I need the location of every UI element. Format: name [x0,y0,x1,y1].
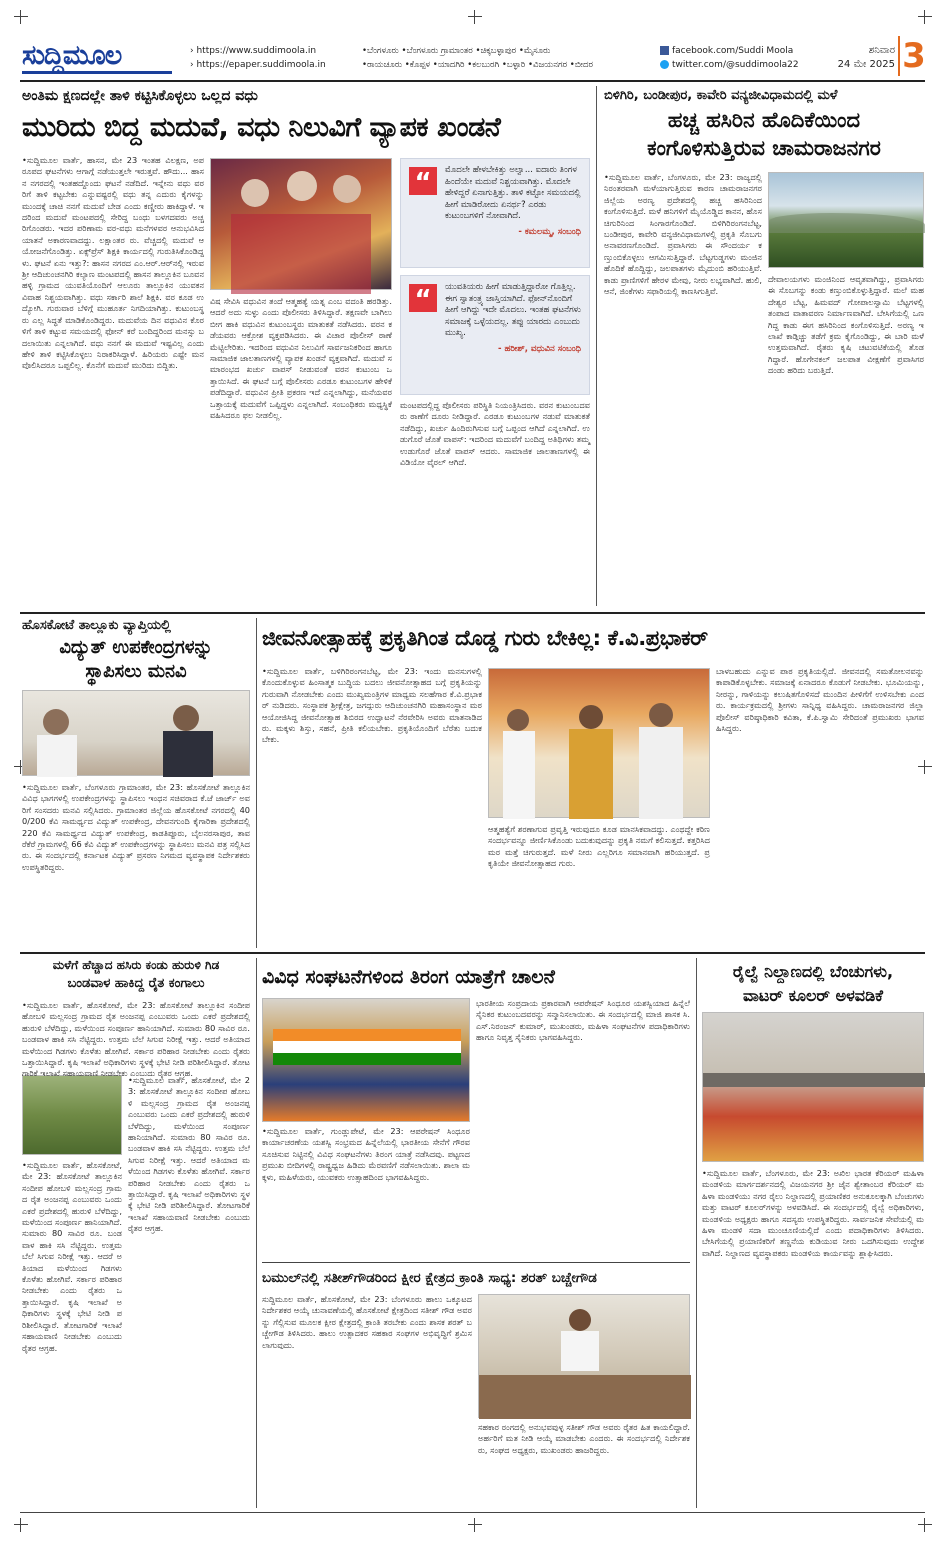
bride-column: ಮಂಟಪದಲ್ಲಿದ್ದ ಪೊಲೀಸರು ಪರಿಸ್ಥಿತಿ ನಿಯಂತ್ರಿಸಿದರು. ವರನ ಕುಟುಂಬದವರು ಠಾಣೆಗೆ ದೂರು ನೀಡಿದ್ದಾರೆ. ಎರಡೂ ಕುಟುಂಬಗಳ ನಡುವೆ ಮಾತುಕತೆ ನಡೆದಿದ್ದು, ಖರ್ಚು ಹಿಂದಿರುಗಿಸುವ ಬಗ್ಗೆ ಒಪ್ಪಂದ ಆಗಿದೆ ಎನ್ನಲಾಗಿದೆ. ಉಡುಗೊರೆ ಜೊತೆ ವಾಪಸ್: ಇದರಿಂದ ಮದುವೆಗೆ ಬಂದಿದ್ದ ಅತಿಥಿಗಳು ತಮ್ಮ ಉಡುಗೊರೆ ಜೊತೆ ವಾಪಸ್ ಆದರು. ಸಾಮಾಜಿಕ ಜಾಲತಾಣಗಳಲ್ಲಿ ಈ ವಿಡಿಯೋ ವೈರಲ್ ಆಗಿದೆ. [400,400,590,468]
milk-headline: ಬಮುಲ್‌ನಲ್ಲಿ ಸತೀಶ್‌ಗೌಡರಿಂದ ಕ್ಷೀರ ಕ್ಷೇತ್ರದ ಕ್ರಾಂತಿ ಸಾಧ್ಯ: ಶರತ್ ಬಚ್ಚೇಗೌಡ [262,1270,597,1286]
cities-row: •ರಾಯಚೂರು •ಕೊಪ್ಪಳ •ಯಾದಗಿರಿ •ಕಲಬುರಗಿ •ಬಳ್ಳಾರಿ •ವಿಜಯನಗರ •ಬೀದರ [362,60,593,70]
farmer-kicker: ಬಂಡವಾಳ ಹಾಕಿದ್ದ ರೈತ ಕಂಗಾಲು [67,976,205,991]
crop-mark [918,10,932,24]
person-shape [561,1331,599,1371]
crop-mark [918,1518,932,1532]
social-links [660,44,820,72]
facebook-icon [660,46,669,55]
person-shape [569,729,613,819]
column-divider [596,86,597,606]
page-number: 3 [898,36,928,76]
crop-mark [14,10,28,24]
person-shape [241,179,269,207]
quote-icon: “ [409,284,437,312]
flag-stripe [273,1041,461,1053]
bottom-rule [20,1512,925,1513]
issue-day: ಶನಿವಾರ [868,45,895,56]
person-shape [287,171,317,201]
quote-box [400,158,590,268]
quote-attribution: - ಕಮಲಮ್ಮ, ಸಂಬಂಧಿ [518,226,581,237]
hill-shape [769,213,925,233]
person-shape [639,727,683,819]
farmer-body-cont: •ಸುದ್ದಿಮೂಲ ವಾರ್ತೆ, ಹೊಸಕೋಟೆ, ಮೇ 23: ಹೊಸಕೋಟೆ ತಾಲ್ಲೂಕಿನ ಸಂದೀಪ ಹೋಬಳಿ ಮಲ್ಲಸಂದ್ರ ಗ್ರಾಮದ ರೈತ ಅಂಜನಪ್ಪ ಎಂಬುವರು ಒಂದು ಎಕರೆ ಪ್ರದೇಶದಲ್ಲಿ ಹುರುಳಿ ಬೆಳೆದಿದ್ದು, ಮಳೆಯಿಂದ ಸಂಪೂರ್ಣ ಹಾನಿಯಾಗಿದೆ. ಸುಮಾರು 80 ಸಾವಿರ ರೂ. ಬಂಡವಾಳ ಹಾಕಿ ಸಸಿ ನೆಟ್ಟಿದ್ದರು. ಉತ್ತಮ ಬೆಲೆ ಸಿಗುವ ನಿರೀಕ್ಷೆ ಇತ್ತು. ಆದರೆ ಅತಿಯಾದ ಮಳೆಯಿಂದ ಗಿಡಗಳು ಕೊಳೆತು ಹೋಗಿವೆ. ಸರ್ಕಾರ ಪರಿಹಾರ ನೀಡಬೇಕು ಎಂದು ರೈತರು ಒತ್ತಾಯಿಸಿದ್ದಾರೆ. ಕೃಷಿ ಇಲಾಖೆ ಅಧಿಕಾರಿಗಳು ಸ್ಥಳಕ್ಕೆ ಭೇಟಿ ನೀಡಿ ಪರಿಶೀಲಿಸಿದ್ದಾರೆ. ತೋಟಗಾರಿಕೆ ಇಲಾಖೆ ಸಹಾಯವಾಣಿ ನೀಡಬೇಕು ಎಂಬುದು ರೈತರ ಆಗ್ರಹ. [22,1160,122,1353]
twitter-icon [660,60,669,69]
table-shape [479,1375,691,1419]
quote-icon: “ [409,167,437,195]
flag-stripe [273,1053,461,1065]
railway-body: •ಸುದ್ದಿಮೂಲ ವಾರ್ತೆ, ಬೆಂಗಳೂರು, ಮೇ 23: ಅಖಿಲ ಭಾರತ ಕೆರಿಯರ್ ಮಹಿಳಾ ಮಂಡಳಿಯ ಮಾರ್ಗದರ್ಶನದಲ್ಲಿ ವಿಜಯನಗರ ಶ್ರೀ ಜೈನ ಶ್ವೇತಾಂಬರ ಕೆರಿಯರ್ ಮಹಿಳಾ ಮಂಡಳಿಯು ನಗರ ರೈಲು ನಿಲ್ದಾಣದಲ್ಲಿ ಪ್ರಯಾಣಿಕರ ಅನುಕೂಲಕ್ಕಾಗಿ ಬೆಂಚುಗಳು ಮತ್ತು ವಾಟರ್ ಕೂಲರ್‌ಗಳನ್ನು ಅಳವಡಿಸಿದೆ. ಈ ಸಂದರ್ಭದಲ್ಲಿ ರೈಲ್ವೆ ಅಧಿಕಾರಿಗಳು, ಮಂಡಳಿಯ ಅಧ್ಯಕ್ಷರು ಹಾಗೂ ಸದಸ್ಯರು ಉಪಸ್ಥಿತರಿದ್ದರು. ಸಾರ್ವಜನಿಕ ಸೇವೆಯಲ್ಲಿ ಮಹಿಳಾ ಮಂಡಳಿ ಸದಾ ಮುಂಚೂಣಿಯಲ್ಲಿದೆ ಎಂದು ಪದಾಧಿಕಾರಿಗಳು ತಿಳಿಸಿದರು. ಬೇಸಿಗೆಯಲ್ಲಿ ಪ್ರಯಾಣಿಕರಿಗೆ ತಣ್ಣನೆಯ ಕುಡಿಯುವ ನೀರು ಒದಗಿಸುವುದು ಉದ್ದೇಶವಾಗಿದೆ. ನಿಲ್ದಾಣದ ವ್ಯವಸ್ಥಾಪಕರು ಮಂಡಳಿಯ ಕಾರ್ಯವನ್ನು ಶ್ಲಾಘಿಸಿದರು. [702,1168,924,1258]
column-divider [256,958,257,1508]
bench-shape [703,1073,925,1087]
issue-date [825,44,895,72]
masthead-links [190,44,350,72]
farmer-body: •ಸುದ್ದಿಮೂಲ ವಾರ್ತೆ, ಹೊಸಕೋಟೆ, ಮೇ 23: ಹೊಸಕೋಟೆ ತಾಲ್ಲೂಕಿನ ಸಂದೀಪ ಹೋಬಳಿ ಮಲ್ಲಸಂದ್ರ ಗ್ರಾಮದ ರೈತ ಅಂಜನಪ್ಪ ಎಂಬುವರು ಒಂದು ಎಕರೆ ಪ್ರದೇಶದಲ್ಲಿ ಹುರುಳಿ ಬೆಳೆದಿದ್ದು, ಮಳೆಯಿಂದ ಸಂಪೂರ್ಣ ಹಾನಿಯಾಗಿದೆ. ಸುಮಾರು 80 ಸಾವಿರ ರೂ. ಬಂಡವಾಳ ಹಾಕಿ ಸಸಿ ನೆಟ್ಟಿದ್ದರು. ಉತ್ತಮ ಬೆಲೆ ಸಿಗುವ ನಿರೀಕ್ಷೆ ಇತ್ತು. ಆದರೆ ಅತಿಯಾದ ಮಳೆಯಿಂದ ಗಿಡಗಳು ಕೊಳೆತು ಹೋಗಿವೆ. ಸರ್ಕಾರ ಪರಿಹಾರ ನೀಡಬೇಕು ಎಂದು ರೈತರು ಒತ್ತಾಯಿಸಿದ್ದಾರೆ. ಕೃಷಿ ಇಲಾಖೆ ಅಧಿಕಾರಿಗಳು ಸ್ಥಳಕ್ಕೆ ಭೇಟಿ ನೀಡಿ ಪರಿಶೀಲಿಸಿದ್ದಾರೆ. ತೋಟಗಾರಿಕೆ ಇಲಾಖೆ ಸಹಾಯವಾಣಿ ನೀಡಬೇಕು ಎಂಬುದು ರೈತರ ಆಗ್ರಹ. [22,1000,250,1079]
quote-text: ಮೊದಲೇ ಹೇಳಬೇಕಿತ್ತು ಅಲ್ವಾ... ಐದಾರು ತಿಂಗಳ ಹಿಂದೆಯೇ ಮದುವೆ ನಿಶ್ಚಯವಾಗಿತ್ತು. ಮೊದಲೇ ಹೇಳಿದ್ದರೆ ಏನಾಗುತ್ತಿತ್ತು. ತಾಳಿ ಕಟ್ಟೋ ಸಮಯದಲ್ಲಿ ಹೀಗೆ ಮಾಡಿರೋದು ಏನರ್ಥ? ಎರಡು ಕುಟುಂಬಗಳಿಗೆ ನೋವಾಗಿದೆ. [445,165,581,221]
meeting-photo [22,690,250,776]
masthead-rule [20,80,925,82]
crop-mark [468,1518,482,1532]
section-rule [20,952,925,954]
person-shape [503,731,535,819]
quote-text: ಯುವತಿಯರು ಹೀಗೆ ಮಾಡುತ್ತಿದ್ದಾರೋ ಗೊತ್ತಿಲ್ಲ. ಈಗ ಸ್ವಾತಂತ್ರ್ಯ ಜಾಸ್ತಿಯಾಗಿದೆ. ಫೋನ್‌ನೊಂದಿಗೆ ಹೀಗೆ ಆಗಿದ್ದು ಇದೇ ಮೊದಲು. ಇಂತಹ ಘಟನೆಗಳು ಸಮಾಜಕ್ಕೆ ಒಳ್ಳೆಯದಲ್ಲ. ತಪ್ಪು ಯಾರದು ಎಂಬುದು ಮುಖ್ಯ. [445,282,581,338]
issue-date-text: 24 ಮೇ 2025 [837,59,895,70]
green-column: •ಸುದ್ದಿಮೂಲ ವಾರ್ತೆ, ಬೆಂಗಳೂರು, ಮೇ 23: ರಾಜ್ಯದಲ್ಲಿ ನಿರಂತರವಾಗಿ ಮಳೆಯಾಗುತ್ತಿರುವ ಕಾರಣ ಚಾಮರಾಜನಗರ ಜಿಲ್ಲೆಯ ಅರಣ್ಯ ಪ್ರದೇಶದಲ್ಲಿ ಹಚ್ಚ ಹಸಿರಿನಿಂದ ಕಂಗೊಳಿಸುತ್ತಿದೆ. ಮಳೆ ಹನಿಗಳಿಗೆ ಮೈಯೊಡ್ಡಿದ ಕಾನನ, ಹೊಸ ಚಿಗುರಿನಿಂದ ಸಿಂಗಾರಗೊಂಡಿದೆ. ಬಿಳಿಗಿರಿರಂಗನಬೆಟ್ಟ, ಬಂಡೀಪುರ, ಕಾವೇರಿ ವನ್ಯಜೀವಿಧಾಮಗಳಲ್ಲಿ ಪ್ರಕೃತಿ ಸೊಬಗು ಅನಾವರಣಗೊಂಡಿದೆ. ಪ್ರವಾಸಿಗರು ಈ ಸೌಂದರ್ಯ ಕಣ್ತುಂಬಿಕೊಳ್ಳಲು ಆಗಮಿಸುತ್ತಿದ್ದಾರೆ. ಬೆಟ್ಟಗುಡ್ಡಗಳು ಮಂಜಿನ ಹೊದಿಕೆ ಹೊದ್ದಿದ್ದು, ಜಲಪಾತಗಳು ಮೈದುಂಬಿ ಹರಿಯುತ್ತಿವೆ. ಕಾಡು ಪ್ರಾಣಿಗಳಿಗೆ ಹೇರಳ ಮೇವು, ನೀರು ಲಭ್ಯವಾಗಿದೆ. ಹುಲಿ, ಆನೆ, ಜಿಂಕೆಗಳು ಸಫಾರಿಯಲ್ಲಿ ಕಾಣಸಿಗುತ್ತಿವೆ. [604,172,762,297]
event-photo [488,668,710,818]
quote-box [400,275,590,395]
crop-mark [468,10,482,24]
tiranga-column: •ಸುದ್ದಿಮೂಲ ವಾರ್ತೆ, ಗುಂಡ್ಲುಪೇಟೆ, ಮೇ 23: ಆಪರೇಷನ್ ಸಿಂಧೂರ ಕಾರ್ಯಾಚರಣೆಯ ಯಶಸ್ವಿ ಸಂಭ್ರಮದ ಹಿನ್ನೆಲೆಯಲ್ಲಿ ಭಾರತೀಯ ಸೇನೆಗೆ ಗೌರವ ಸೂಚಿಸುವ ನಿಟ್ಟಿನಲ್ಲಿ ವಿವಿಧ ಸಂಘಟನೆಗಳು ತಿರಂಗ ಯಾತ್ರೆ ನಡೆಸಿದವು. ಪಟ್ಟಣದ ಪ್ರಮುಖ ಬೀದಿಗಳಲ್ಲಿ ರಾಷ್ಟ್ರಧ್ವಜ ಹಿಡಿದು ಮೆರವಣಿಗೆ ನಡೆಸಲಾಯಿತು. ಶಾಲಾ ಮಕ್ಕಳು, ಮಹಿಳೆಯರು, ಯುವಕರು ಉತ್ಸಾಹದಿಂದ ಭಾಗವಹಿಸಿದ್ದರು. [262,1126,470,1182]
substation-kicker: ಹೊಸಕೋಟೆ ತಾಲ್ಲೂಕು ವ್ಯಾಪ್ತಿಯಲ್ಲಿ [22,618,171,633]
wedding-photo [210,158,392,290]
railway-headline: ವಾಟರ್ ಕೂಲರ್ ಅಳವಡಿಕೆ [742,986,883,1005]
masthead-logo: ಸುದ್ದಿಮೂಲ [22,38,177,74]
cities-row: •ಬೆಂಗಳೂರು •ಬೆಂಗಳೂರು ಗ್ರಾಮಾಂತರ •ಚಿಕ್ಕಬಳ್ಳಾಪುರ •ಮೈಸೂರು [362,46,551,56]
green-kicker: ಬಿಳಿಗಿರಿ, ಬಂಡೀಪುರ, ಕಾವೇರಿ ವನ್ಯಜೀವಿಧಾಮದಲ್ಲಿ ಮಳೆ [604,88,838,103]
decor-shape [231,214,371,294]
green-headline: ಹಚ್ಚ ಹಸಿರಿನ ಹೊದಿಕೆಯಿಂದ [667,108,861,132]
substation-headline: ವಿದ್ಯುತ್ ಉಪಕೇಂದ್ರಗಳನ್ನು [59,637,213,658]
edition-cities [362,44,652,72]
person-shape [507,709,529,731]
person-shape [333,175,361,203]
epaper-link[interactable]: › https://epaper.suddimoola.in [190,60,326,70]
facebook-link[interactable]: facebook.com/Suddi Moola [660,44,820,58]
forest-photo [768,172,924,268]
prabhakar-column: ಬಾಳಬಹುದು ಎನ್ನುವ ಪಾಠ ಪ್ರಕೃತಿಯಲ್ಲಿದೆ. ಜೀವನದಲ್ಲಿ ಸಮತೋಲನವನ್ನು ಕಾಪಾಡಿಕೊಳ್ಳಬೇಕು. ಸಮಾಜಕ್ಕೆ ಏನಾದರೂ ಕೊಡುಗೆ ನೀಡಬೇಕು. ಭೂಮಿಯನ್ನು, ನೀರನ್ನು, ಗಾಳಿಯನ್ನು ಕಲುಷಿತಗೊಳಿಸದೆ ಮುಂದಿನ ಪೀಳಿಗೆಗೆ ಉಳಿಸಬೇಕು ಎಂದರು. ಕಾರ್ಯಕ್ರಮದಲ್ಲಿ ಶ್ರೀಗಳು ಸಾನ್ನಿಧ್ಯ ವಹಿಸಿದ್ದರು. ಚಾಮರಾಜನಗರ ಜಿಲ್ಲಾ ಪೊಲೀಸ್ ವರಿಷ್ಠಾಧಿಕಾರಿ ಕವಿತಾ, ಕೆ.ಪಿ.ಸ್ವಾಮಿ ಸೇರಿದಂತೆ ಪ್ರಮುಖರು ಭಾಗವಹಿಸಿದ್ದರು. [716,666,924,734]
section-rule [20,612,925,614]
flag-stripe [273,1029,461,1041]
prabhakar-headline: ಜೀವನೋತ್ಸಾಹಕ್ಕೆ ಪ್ರಕೃತಿಗಿಂತ ದೊಡ್ಡ ಗುರು ಬೇಕಿಲ್ಲ: ಕೆ.ವಿ.ಪ್ರಭಾಕರ್ [262,626,708,650]
milk-column: ಸುದ್ದಿಮೂಲ ವಾರ್ತೆ, ಹೊಸಕೋಟೆ, ಮೇ 23: ಬೆಂಗಳೂರು ಹಾಲು ಒಕ್ಕೂಟದ ನಿರ್ದೇಶಕರ ಆಯ್ಕೆ ಚುನಾವಣೆಯಲ್ಲಿ ಹೊಸಕೋಟೆ ಕ್ಷೇತ್ರದಿಂದ ಸತೀಶ್ ಗೌಡ ಅವರನ್ನು ಗೆಲ್ಲಿಸುವ ಮೂಲಕ ಕ್ಷೀರ ಕ್ಷೇತ್ರದಲ್ಲಿ ಕ್ರಾಂತಿ ತರಬೇಕು ಎಂದು ಶಾಸಕ ಶರತ್ ಬಚ್ಚೇಗೌಡ ತಿಳಿಸಿದರು. ಹಾಲು ಉತ್ಪಾದಕರ ಸಹಕಾರ ಸಂಘಗಳ ಅಭಿವೃದ್ಧಿಗೆ ಶ್ರಮಿಸಲಾಗುವುದು. [262,1294,472,1350]
green-column: ದೇವಾಲಯಗಳು ಮಂಜಿನಿಂದ ಆವೃತವಾಗಿದ್ದು, ಪ್ರವಾಸಿಗರು ಈ ಸೊಬಗನ್ನು ಕಂಡು ಕಣ್ತುಂಬಿಕೊಳ್ಳುತ್ತಿದ್ದಾರೆ. ಮಲೆ ಮಹದೇಶ್ವರ ಬೆಟ್ಟ, ಹಿಮವದ್ ಗೋಪಾಲಸ್ವಾಮಿ ಬೆಟ್ಟಗಳಲ್ಲಿ ತಂಪಾದ ವಾತಾವರಣ ನಿರ್ಮಾಣವಾಗಿದೆ. ಬೇಸಿಗೆಯಲ್ಲಿ ಒಣಗಿದ್ದ ಕಾಡು ಈಗ ಹಸಿರಿನಿಂದ ಕಂಗೊಳಿಸುತ್ತಿದೆ. ಅರಣ್ಯ ಇಲಾಖೆ ಕಾಡ್ಗಿಚ್ಚು ತಡೆಗೆ ಕ್ರಮ ಕೈಗೊಂಡಿದ್ದು, ಈ ಬಾರಿ ಮಳೆ ಉತ್ತಮವಾಗಿದೆ. ರೈತರು ಕೃಷಿ ಚಟುವಟಿಕೆಯಲ್ಲಿ ತೊಡಗಿದ್ದಾರೆ. ಹೊಗೇನಕಲ್ ಜಲಪಾತ ವೀಕ್ಷಣೆಗೆ ಪ್ರವಾಸಿಗರ ದಂಡು ಹರಿದು ಬರುತ್ತಿದೆ. [768,274,924,376]
column-divider [696,958,697,1508]
green-headline: ಕಂಗೊಳಿಸುತ್ತಿರುವ ಚಾಮರಾಜನಗರ [647,136,881,160]
substation-headline: ಸ್ಥಾಪಿಸಲು ಮನವಿ [85,661,187,682]
person-shape [163,731,213,777]
bride-headline: ಮುರಿದು ಬಿದ್ದ ಮದುವೆ, ವಧು ನಿಲುವಿಗೆ ವ್ಯಾಪಕ ಖಂಡನೆ [22,112,501,143]
meeting-photo [478,1294,690,1418]
rally-photo [262,998,470,1122]
section-rule [262,1262,690,1263]
railway-photo [702,1012,924,1162]
milk-column: ಸಹಕಾರ ರಂಗದಲ್ಲಿ ಅನುಭವವುಳ್ಳ ಸತೀಶ್ ಗೌಡ ಅವರು ರೈತರ ಹಿತ ಕಾಯಲಿದ್ದಾರೆ. ಅರ್ಹರಿಗೆ ಮತ ನೀಡಿ ಆಯ್ಕೆ ಮಾಡಬೇಕು ಎಂದರು. ಈ ಸಂದರ್ಭದಲ್ಲಿ ನಿರ್ದೇಶಕರು, ಸಂಘದ ಅಧ್ಯಕ್ಷರು, ಮುಖಂಡರು ಹಾಜರಿದ್ದರು. [478,1422,690,1455]
person-shape [579,705,603,729]
column-divider [256,618,257,948]
prabhakar-column: ಆತ್ಮಹತ್ಯೆಗೆ ಶರಣಾಗುವ ಪ್ರವೃತ್ತಿ ಇರುವುದೂ ಕೂಡ ಮಾನಸಿಕವಾದದ್ದು. ಎಂಥದ್ದೇ ಕಠಿಣ ಸಂದರ್ಭವನ್ನೂ ಜೀರ್ಣಿಸಿಕೊಂಡು ಬದುಕುವುದನ್ನು ಪ್ರಕೃತಿ ನಮಗೆ ಕಲಿಸುತ್ತದೆ. ಕತ್ತರಿಸಿದ ಮರ ಮತ್ತೆ ಚಿಗುರುತ್ತದೆ. ಮಳೆ ನೀರು ಎಲ್ಲರಿಗೂ ಸಮಾನವಾಗಿ ಹರಿಯುತ್ತದೆ. ಪ್ರಕೃತಿಯೇ ಜೀವನೋತ್ಸಾಹದ ಗುರು. [488,824,710,869]
bride-kicker: ಅಂತಿಮ ಕ್ಷಣದಲ್ಲೇ ತಾಳಿ ಕಟ್ಟಿಸಿಕೊಳ್ಳಲು ಒಲ್ಲದ ವಧು [22,88,258,104]
bride-column: ವಿಷ ಸೇವಿಸಿ ವಧುವಿನ ತಂದೆ ಆತ್ಮಹತ್ಯೆ ಯತ್ನ ಎಂಬ ವದಂತಿ ಹರಡಿತ್ತು. ಆದರೆ ಅದು ಸುಳ್ಳು ಎಂದು ಪೊಲೀಸರು ತಿಳಿಸಿದ್ದಾರೆ. ತಕ್ಷಣವೇ ಬಾಗಿಲು ಬೀಗ ಹಾಕಿ ವಧುವಿನ ಕುಟುಂಬಸ್ಥರು ಮಾತುಕತೆ ನಡೆಸಿದರು. ವರನ ಕಡೆಯವರು ಆಕ್ರೋಶ ವ್ಯಕ್ತಪಡಿಸಿದರು. ಈ ವಿಚಾರ ಪೊಲೀಸ್ ಠಾಣೆ ಮೆಟ್ಟಿಲೇರಿತು. ಇದರಿಂದ ವಧುವಿನ ನಿಲುವಿಗೆ ಸಾರ್ವಜನಿಕರಿಂದ ಹಾಗೂ ಸಾಮಾಜಿಕ ಜಾಲತಾಣಗಳಲ್ಲಿ ವ್ಯಾಪಕ ಖಂಡನೆ ವ್ಯಕ್ತವಾಗಿದೆ. ಮದುವೆ ಸಮಾರಂಭದ ಖರ್ಚು ವಾಪಸ್ ನೀಡುವಂತೆ ವರನ ಕುಟುಂಬ ಒತ್ತಾಯಿಸಿದೆ. ಈ ಘಟನೆ ಬಗ್ಗೆ ಪೊಲೀಸರು ಎರಡೂ ಕುಟುಂಬಗಳ ಹೇಳಿಕೆ ಪಡೆದಿದ್ದಾರೆ. ವಧುವಿನ ಪ್ರೀತಿ ಪ್ರಕರಣ ಇದೆ ಎನ್ನಲಾಗಿದ್ದು, ಮನೆಯವರ ಒತ್ತಾಯಕ್ಕೆ ಮದುವೆಗೆ ಒಪ್ಪಿದ್ದಳು ಎನ್ನಲಾಗಿದೆ. ಸಂಬಂಧಿಕರು ಮಧ್ಯಸ್ಥಿಕೆ ವಹಿಸಿದರೂ ಫಲ ನೀಡಲಿಲ್ಲ. [210,296,392,421]
person-shape [649,703,673,727]
person-shape [37,735,77,777]
tiranga-headline: ವಿವಿಧ ಸಂಘಟನೆಗಳಿಂದ ತಿರಂಗ ಯಾತ್ರೆಗೆ ಚಾಲನೆ [262,966,555,988]
person-shape [569,1309,591,1331]
twitter-link[interactable]: twitter.com/@suddimoola22 [660,58,820,72]
person-shape [173,705,199,731]
railway-headline: ರೈಲ್ವೆ ನಿಲ್ದಾಣದಲ್ಲಿ ಬೆಂಚುಗಳು, [732,962,894,981]
crop-photo [22,1075,122,1155]
bride-column: •ಸುದ್ದಿಮೂಲ ವಾರ್ತೆ, ಹಾಸನ, ಮೇ 23 ಇಂತಹ ವಿಲಕ್ಷಣ, ಅಪರೂಪದ ಘಟನೆಗಳು ಆಗಾಗ್ಗೆ ನಡೆಯುತ್ತಲೇ ಇರುತ್ತವೆ. ಹೌದು... ಹಾಸನ ನಗರದಲ್ಲಿ ಇಂತಹದ್ದೊಂದು ಘಟನೆ ನಡೆದಿದೆ. ಇನ್ನೇನು ವಧು ವರರಿಗೆ ತಾಳಿ ಕಟ್ಟಬೇಕು ಎನ್ನುವಷ್ಟರಲ್ಲಿ ವಧು ತನ್ನ ಎದುರು ಕೈಗಳನ್ನು ಮುಂದಕ್ಕೆ ಚಾಚಿ ನನಗೆ ಮದುವೆ ಬೇಡ ಎಂದು ಕಣ್ಣೀರು ಹಾಕಿದ್ದಾಳೆ. ಇದರಿಂದ ಮದುವೆ ಮಂಟಪದಲ್ಲಿ ಸೇರಿದ್ದ ಬಂಧು ಬಳಗದವರು ಅಚ್ಚರಿಗೊಂಡರು. ಇದರ ಪರಿಣಾಮ ವರ-ವಧು ಮನೆಗಳವರ ಆನುಭವಿಸಿದ ಯಾತನೆ ಅಕಾರಣವಾದದ್ದು. ಲಕ್ಷಾಂತರ ರು. ವೆಚ್ಚದಲ್ಲಿ ಮದುವೆ ಆಯೋಜನೆಗೊಂಡಿತ್ತು. ಏಕ್ಸ್‌ಪ್ರೆಸ್ ಶಿಕ್ಷಕಿ ಕಾರ್ಯದಲ್ಲಿ ಗುರುತಿಸಿಕೊಂಡಿದ್ದಳು. ಘಟನೆ ಏನು ಇತ್ತು?: ಹಾಸನ ನಗರದ ಎಂ.ಆರ್.ಆರ್‌ನಲ್ಲಿ ಇರುವ ಶ್ರೀ ಆದಿಚುಂಚನಗಿರಿ ಕಲ್ಯಾಣ ಮಂಟಪದಲ್ಲಿ ಹಾಸನ ತಾಲ್ಲೂಕಿನ ಬೂವನಹಳ್ಳಿ ಗ್ರಾಮದ ಯುವತಿಯೊಂದಿಗೆ ಆಲೂರು ತಾಲ್ಲೂಕಿನ ಯುವಕನ ವಿವಾಹ ನಿಶ್ಚಯವಾಗಿತ್ತು. ವಧು ಸರ್ಕಾರಿ ಶಾಲೆ ಶಿಕ್ಷಕಿ. ವರ ಕೂಡ ಉದ್ಯೋಗಿ. ಗುರುವಾರ ಬೆಳಿಗ್ಗೆ ಮುಹೂರ್ತ ನಿಗದಿಯಾಗಿತ್ತು. ಕುಟುಂಬಸ್ಥರು ಎಲ್ಲ ಸಿದ್ಧತೆ ಮಾಡಿಕೊಂಡಿದ್ದರು. ಮದುವೆಯ ದಿನ ವಧುವಿನ ಕೊರಳಿಗೆ ತಾಳಿ ಕಟ್ಟುವ ಸಮಯದಲ್ಲಿ ಫೋನ್ ಕರೆ ಬಂದಿದ್ದರಿಂದ ಮನಸ್ಸು ಬದಲಾಯಿತು ಎನ್ನಲಾಗಿದೆ. ವಧು ನನಗೆ ಈ ಮದುವೆ ಇಷ್ಟವಿಲ್ಲ ಎಂದು ಹೇಳಿ ತಾಳಿ ಕಟ್ಟಿಸಿಕೊಳ್ಳಲು ನಿರಾಕರಿಸಿದ್ದಾಳೆ. ಹಿರಿಯರು ಎಷ್ಟೇ ಮನವೊಲಿಸಿದರೂ ಒಪ್ಪಲಿಲ್ಲ. ಕೊನೆಗೆ ಮದುವೆ ಮುರಿದು ಬಿದ್ದಿತು. [22,155,204,371]
person-shape [43,709,69,735]
quote-attribution: - ಹರೀಶ್, ವಧುವಿನ ಸಂಬಂಧಿ [497,343,581,354]
farmer-kicker: ಮಳೆಗೆ ಹೆಚ್ಚಾದ ಹಸಿರು ಕಂಡು ಹುರುಳಿ ಗಿಡ [52,958,220,972]
substation-body: •ಸುದ್ದಿಮೂಲ ವಾರ್ತೆ, ಬೆಂಗಳೂರು ಗ್ರಾಮಾಂತರ, ಮೇ 23: ಹೊಸಕೋಟೆ ತಾಲ್ಲೂಕಿನ ವಿವಿಧ ಭಾಗಗಳಲ್ಲಿ ಉಪಕೇಂದ್ರಗಳನ್ನು ಸ್ಥಾಪಿಸಲು ಇಂಧನ ಸಚಿವರಾದ ಕೆ.ಜೆ ಜಾರ್ಜ್ ಅವರಿಗೆ ಸಂಸದರು ಮನವಿ ಸಲ್ಲಿಸಿದರು. ಗ್ರಾಮಾಂತರ ಜಿಲ್ಲೆಯ ಹೊಸಕೋಟೆ ನಗರದಲ್ಲಿ 400/200 ಕೆವಿ ಸಾಮರ್ಥ್ಯದ ವಿದ್ಯುತ್ ಉಪಕೇಂದ್ರ, ದೇವನಗುಂದಿ ಕೈಗಾರಿಕಾ ಪ್ರದೇಶದಲ್ಲಿ 220 ಕೆವಿ ಸಾಮರ್ಥ್ಯದ ವಿದ್ಯುತ್ ಉಪಕೇಂದ್ರ, ಕಾಡತಿಪ್ಪೂರು, ಬೈಲನರಸಾಪುರ, ತಾವರೆಕೆರೆ ಗ್ರಾಮಗಳಲ್ಲಿ 66 ಕೆವಿ ವಿದ್ಯುತ್ ಉಪಕೇಂದ್ರಗಳನ್ನು ಸ್ಥಾಪಿಸಲು ಮನವಿ ಪತ್ರ ಸಲ್ಲಿಸಿದರು. ಈ ಸಂದರ್ಭದಲ್ಲಿ ಕರ್ನಾಟಕ ವಿದ್ಯುತ್ ಪ್ರಸರಣ ನಿಗಮದ ವ್ಯವಸ್ಥಾಪಕ ನಿರ್ದೇಶಕರು ಉಪಸ್ಥಿತರಿದ್ದರು. [22,782,250,872]
website-link[interactable]: › https://www.suddimoola.in [190,46,317,56]
farmer-body-cont: •ಸುದ್ದಿಮೂಲ ವಾರ್ತೆ, ಹೊಸಕೋಟೆ, ಮೇ 23: ಹೊಸಕೋಟೆ ತಾಲ್ಲೂಕಿನ ಸಂದೀಪ ಹೋಬಳಿ ಮಲ್ಲಸಂದ್ರ ಗ್ರಾಮದ ರೈತ ಅಂಜನಪ್ಪ ಎಂಬುವರು ಒಂದು ಎಕರೆ ಪ್ರದೇಶದಲ್ಲಿ ಹುರುಳಿ ಬೆಳೆದಿದ್ದು, ಮಳೆಯಿಂದ ಸಂಪೂರ್ಣ ಹಾನಿಯಾಗಿದೆ. ಸುಮಾರು 80 ಸಾವಿರ ರೂ. ಬಂಡವಾಳ ಹಾಕಿ ಸಸಿ ನೆಟ್ಟಿದ್ದರು. ಉತ್ತಮ ಬೆಲೆ ಸಿಗುವ ನಿರೀಕ್ಷೆ ಇತ್ತು. ಆದರೆ ಅತಿಯಾದ ಮಳೆಯಿಂದ ಗಿಡಗಳು ಕೊಳೆತು ಹೋಗಿವೆ. ಸರ್ಕಾರ ಪರಿಹಾರ ನೀಡಬೇಕು ಎಂದು ರೈತರು ಒತ್ತಾಯಿಸಿದ್ದಾರೆ. ಕೃಷಿ ಇಲಾಖೆ ಅಧಿಕಾರಿಗಳು ಸ್ಥಳಕ್ಕೆ ಭೇಟಿ ನೀಡಿ ಪರಿಶೀಲಿಸಿದ್ದಾರೆ. ತೋಟಗಾರಿಕೆ ಇಲಾಖೆ ಸಹಾಯವಾಣಿ ನೀಡಬೇಕು ಎಂಬುದು ರೈತರ ಆಗ್ರಹ. [128,1075,250,1234]
crop-mark [14,1518,28,1532]
prabhakar-column: •ಸುದ್ದಿಮೂಲ ವಾರ್ತೆ, ಬಳಿಗಿರಿರಂಗನಬೆಟ್ಟ, ಮೇ 23: ಇಂದು ಮನಸುಗಳಲ್ಲಿ ಕೊಂದುಕೊಳ್ಳುವ ಹಿಂಸಾತ್ಮಕ ಬುದ್ಧಿಯ ಬದಲು ಜೀವನೋತ್ಸಾಹದ ಬಗ್ಗೆ ಪ್ರಕೃತಿಯನ್ನು ಗುರುವಾಗಿ ನೋಡಬೇಕು ಎಂದು ಮುಖ್ಯಮಂತ್ರಿಗಳ ಮಾಧ್ಯಮ ಸಲಹೆಗಾರ ಕೆ.ವಿ.ಪ್ರಭಾಕರ್ ನುಡಿದರು. ಸಂಸ್ಥಾಪಕ ಶ್ರೀಕ್ಷೇತ್ರ, ಜಗದ್ಗುರು ಆದಿಚುಂಚನಗಿರಿ ಮಹಾಸಂಸ್ಥಾನ ಮಠ ಆಯೋಜಿಸಿದ್ದ ಜೀವನೋತ್ಸಾಹ ಶಿಬಿರದ ಉದ್ಘಾಟನೆ ನೆರವೇರಿಸಿ ಅವರು ಮಾತನಾಡಿದರು. ಮಕ್ಕಳು ಶಿಸ್ತು, ಸಹನೆ, ಪ್ರೀತಿ ಕಲಿಯಬೇಕು. ಪ್ರಕೃತಿಯೊಂದಿಗೆ ಬೆರೆತು ಬದುಕಬೇಕು. [262,666,482,745]
tiranga-column: ಭಾರತೀಯ ಸಂಪ್ರದಾಯ ಪ್ರಕಾರವಾಗಿ ಆಪರೇಷನ್ ಸಿಂಧೂರ ಯಶಸ್ವಿಯಾದ ಹಿನ್ನೆಲೆ ಸೈನಿಕರ ಕುಟುಂಬದವರನ್ನು ಸನ್ಮಾನಿಸಲಾಯಿತು. ಈ ಸಂದರ್ಭದಲ್ಲಿ ಮಾಜಿ ಶಾಸಕ ಸಿ.ಎಸ್.ನಿರಂಜನ್ ಕುಮಾರ್, ಮುಖಂಡರು, ಮಹಿಳಾ ಸಂಘಟನೆಗಳ ಪದಾಧಿಕಾರಿಗಳು ಹಾಗೂ ನಿವೃತ್ತ ಸೈನಿಕರು ಭಾಗವಹಿಸಿದ್ದರು. [476,998,690,1043]
